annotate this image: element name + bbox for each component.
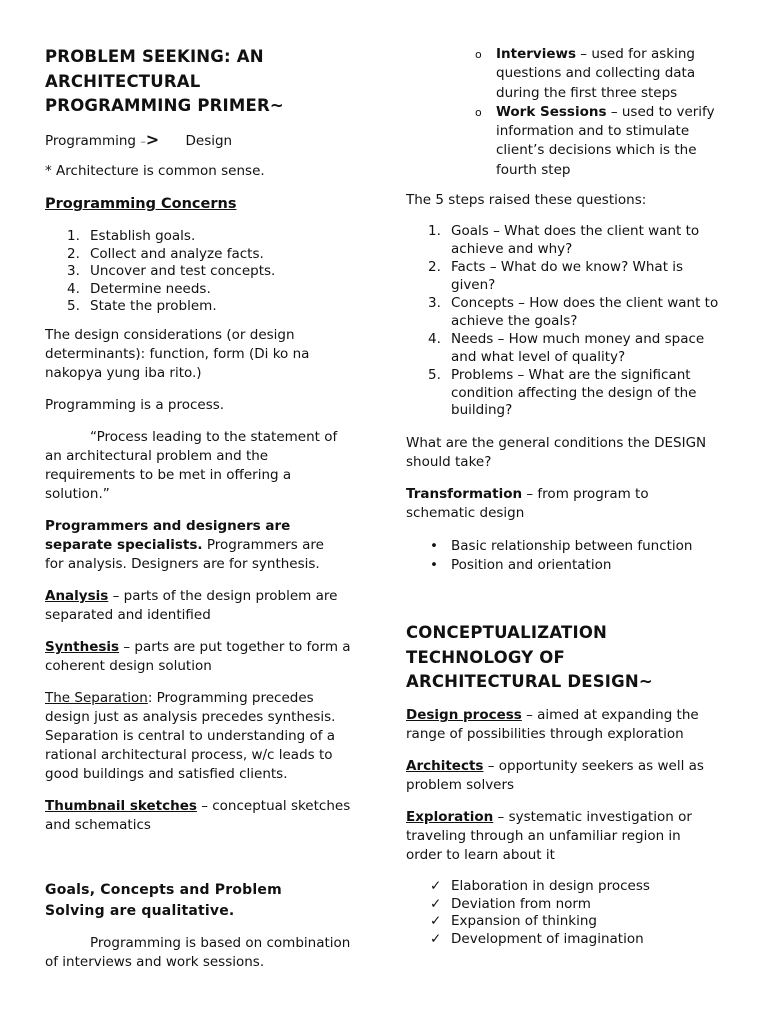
list-item: 2. Facts – What do we know? What is given? — [428, 259, 684, 293]
transformation-definition: – from program to schematic design — [406, 486, 649, 521]
separation-definition: : Programming precedes design just as analysis precedes synthesis. Separation is central to understanding of a rational architectural process, w/c leads to good buildings and satisfied clients. — [45, 690, 336, 782]
list-item: 5. State the problem. — [67, 298, 217, 314]
synthesis-term: Synthesis — [45, 639, 120, 655]
transformation-paragraph — [406, 485, 676, 523]
thumbnail-paragraph — [45, 797, 365, 835]
list-item: 4. Needs – How much money and space and what level of quality? — [428, 331, 705, 365]
thumbnail-definition: – conceptual sketches and schematics — [45, 798, 351, 833]
transformation-bullets — [406, 537, 726, 575]
design-word: Design — [185, 133, 233, 149]
specialists-bold: Programmers and designers are separate specialists. — [45, 518, 291, 553]
list-item: 3. Concepts – How does the client want to achieve the goals? — [428, 295, 719, 329]
process-line: Programming is a process. — [45, 397, 225, 413]
arrow-dash: – — [140, 135, 146, 148]
methods-list — [406, 45, 736, 180]
general-conditions: What are the general conditions the DESIGN should take? — [406, 435, 707, 470]
interviews-term: Interviews — [496, 46, 576, 62]
combination-paragraph: Programming is based on combination of interviews and work sessions. — [45, 935, 351, 970]
design-considerations: The design considerations (or design determinants): function, form (Di ko na nakopya yung iba rito.) — [45, 327, 310, 381]
synthesis-definition: – parts are put together to form a coherent design solution — [45, 639, 351, 674]
specialists-paragraph — [45, 517, 345, 574]
separation-paragraph — [45, 689, 350, 784]
five-steps-intro: The 5 steps raised these questions: — [406, 192, 647, 208]
list-item: • Position and orientation — [430, 557, 612, 573]
list-item: 1. Establish goals. — [67, 228, 196, 244]
qualitative-heading: Goals, Concepts and Problem Solving are qualitative. — [45, 882, 282, 919]
check-icon: ✓ — [430, 913, 442, 930]
list-item: • Basic relationship between function — [430, 538, 693, 554]
common-sense-note: * Architecture is common sense. — [45, 163, 265, 179]
separation-term: The Separation — [45, 690, 148, 706]
list-item: ✓ Elaboration in design process — [430, 878, 650, 894]
list-item: 4. Determine needs. — [67, 280, 211, 297]
exploration-term: Exploration — [406, 809, 494, 825]
work-sessions-definition: – used to verify information and to stimulate client’s decisions which is the fourth step — [496, 103, 715, 178]
section-title: CONCEPTUALIZATION TECHNOLOGY OF ARCHITECTURAL DESIGN~ — [406, 623, 653, 691]
exploration-definition: – systematic investigation or traveling through an unfamiliar region in order to learn about it — [406, 809, 692, 863]
work-sessions-term: Work Sessions — [496, 103, 607, 120]
architects-definition: – opportunity seekers as well as problem solvers — [406, 758, 704, 793]
analysis-term: Analysis — [45, 588, 109, 604]
list-item: o Interviews – used for asking questions and collecting data during the first three steps — [475, 46, 696, 101]
specialists-rest: Programmers are for analysis. Designers are for synthesis. — [45, 537, 324, 572]
check-icon: ✓ — [430, 895, 442, 912]
list-item: 1. Goals – What does the client want to achieve and why? — [428, 223, 700, 257]
interviews-definition: – used for asking questions and collecting data during the first three steps — [496, 46, 696, 101]
arrow-icon: > — [145, 130, 160, 149]
architects-term: Architects — [406, 758, 484, 774]
check-icon: ✓ — [430, 878, 442, 894]
synthesis-paragraph — [45, 638, 365, 676]
process-quote: “Process leading to the statement of an architectural problem and the requirements to be met in offering a solution.” — [45, 429, 338, 502]
exploration-checklist — [406, 878, 726, 949]
analysis-paragraph — [45, 587, 355, 625]
programming-word: Programming — [45, 133, 136, 149]
document-title: PROBLEM SEEKING: AN ARCHITECTURAL PROGRAMMING PRIMER~ — [45, 47, 284, 115]
design-process-term: Design process — [406, 707, 522, 723]
design-process-definition: – aimed at expanding the range of possibilities through exploration — [406, 707, 699, 742]
concerns-heading: Programming Concerns — [45, 196, 237, 212]
architects-paragraph — [406, 757, 726, 795]
transformation-term: Transformation — [406, 486, 523, 502]
list-item: ✓ Expansion of thinking — [430, 913, 597, 930]
exploration-paragraph — [406, 808, 711, 865]
analysis-definition: – parts of the design problem are separated and identified — [45, 588, 338, 623]
concerns-list — [45, 228, 365, 316]
check-icon: ✓ — [430, 931, 442, 948]
thumbnail-term: Thumbnail sketches — [45, 798, 197, 814]
design-process-paragraph — [406, 706, 736, 744]
list-item: ✓ Deviation from norm — [430, 895, 591, 912]
questions-list — [406, 223, 726, 420]
list-item: o Work Sessions – used to verify information and to stimulate client’s decisions which is the fourth step — [475, 103, 715, 178]
list-item: 2. Collect and analyze facts. — [67, 245, 264, 262]
list-item: 5. Problems – What are the significant condition affecting the design of the building? — [428, 367, 697, 418]
list-item: 3. Uncover and test concepts. — [67, 263, 276, 279]
list-item: ✓ Development of imagination — [430, 931, 644, 948]
programming-design-line — [45, 130, 232, 151]
